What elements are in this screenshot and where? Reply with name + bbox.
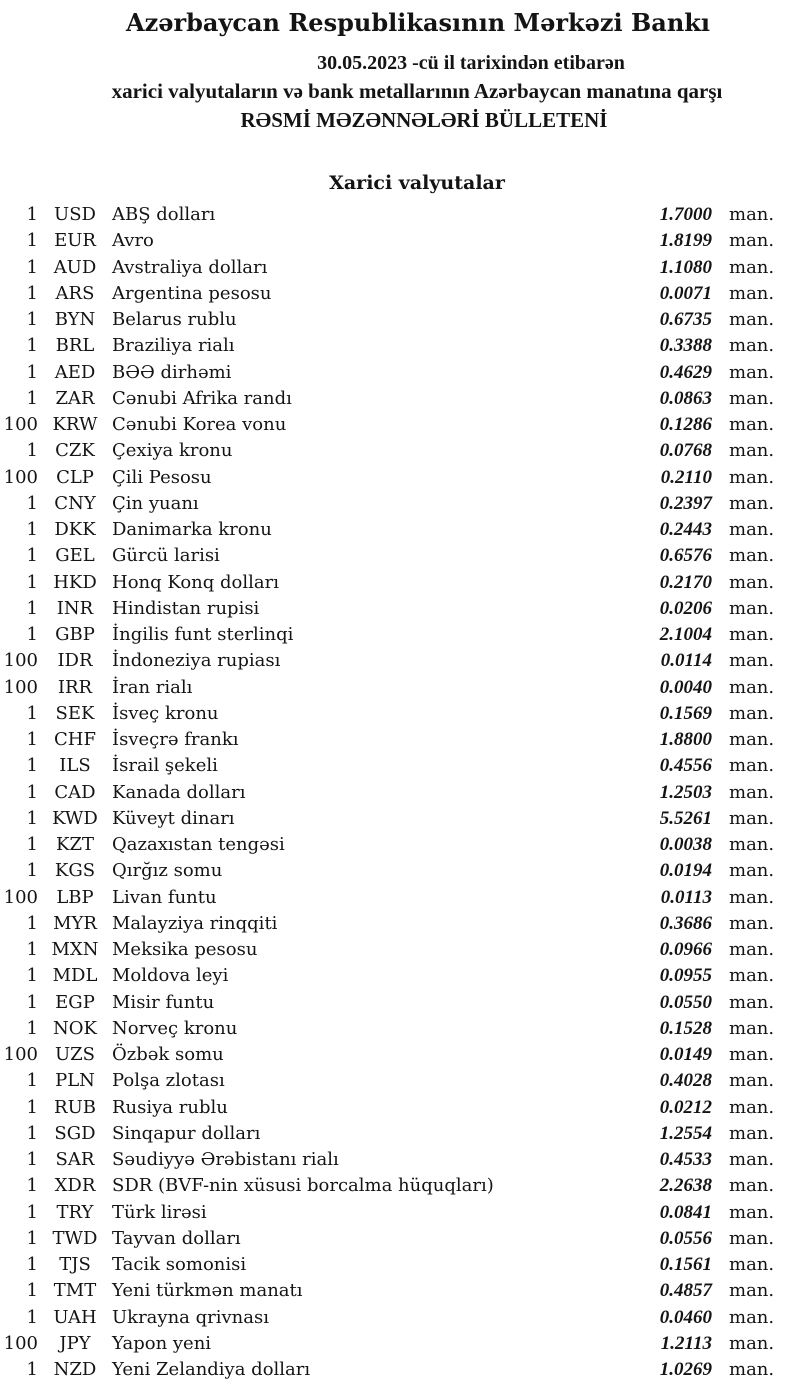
currency-rate: 0.6576 [659,545,712,567]
currency-name: Rusiya rublu [112,1096,228,1118]
currency-unit-label: man. [729,807,775,829]
currency-rate: 0.0113 [660,886,712,908]
currency-name: Cənubi Afrika randı [112,387,292,409]
currency-rate: 1.8800 [659,729,712,750]
currency-quantity: 1 [26,492,38,514]
currency-unit-label: man. [729,282,775,304]
currency-code: TRY [56,1201,94,1223]
currency-rate: 5.5261 [659,807,712,829]
currency-name: Hindistan rupisi [112,597,260,619]
currency-rate: 0.4556 [659,755,712,777]
currency-unit-label: man. [729,519,775,540]
currency-name: Çin yuanı [112,492,199,514]
currency-quantity: 1 [26,256,38,278]
currency-code: DKK [54,519,96,540]
currency-code: PLN [55,1070,95,1092]
currency-rate: 1.2113 [660,1332,712,1354]
currency-code: CAD [54,781,96,803]
currency-unit-label: man. [729,1096,775,1118]
table-row [0,1016,800,1042]
currency-rate: 0.4857 [659,1280,712,1302]
currency-code: KGS [54,860,96,882]
currency-unit-label: man. [729,676,775,698]
currency-name: Argentina pesosu [112,282,272,304]
currency-quantity: 1 [26,1306,38,1328]
currency-rate: 0.0206 [659,597,712,619]
currency-code: CLP [56,466,94,488]
table-row [0,858,800,884]
currency-unit-label: man. [729,834,775,855]
table-row [0,1147,800,1173]
currency-rate: 0.0038 [659,834,712,855]
currency-quantity: 1 [26,860,38,882]
currency-code: JPY [59,1332,91,1354]
table-row [0,438,800,464]
currency-rate: 1.2554 [659,1122,712,1144]
currency-code: TMT [53,1280,97,1302]
table-row [0,780,800,806]
currency-name: Yeni türkmən manatı [112,1280,303,1302]
table-row [0,281,800,307]
currency-rate: 1.2503 [659,781,712,803]
table-row [0,255,800,281]
currency-quantity: 1 [26,1122,38,1144]
currency-name: Avro [112,230,154,252]
currency-quantity: 1 [26,361,38,383]
table-row [0,727,800,753]
table-row [0,990,800,1016]
currency-rate: 0.6735 [659,309,712,330]
currency-name: Moldova leyi [112,965,229,987]
table-row [0,465,800,491]
table-row [0,386,800,412]
currency-unit-label: man. [729,1175,775,1197]
currency-unit-label: man. [729,335,775,357]
currency-quantity: 1 [26,991,38,1013]
currency-unit-label: man. [729,1201,775,1223]
currency-quantity: 1 [26,939,38,960]
currency-code: TWD [52,1227,98,1249]
currency-unit-label: man. [729,597,775,619]
currency-quantity: 1 [26,1017,38,1039]
currency-quantity: 1 [26,755,38,777]
currency-code: RUB [54,1096,96,1118]
currency-code: EUR [54,230,96,252]
currency-name: Küveyt dinarı [112,807,235,829]
currency-name: Çili Pesosu [112,466,212,488]
currency-code: UZS [54,1044,95,1065]
table-row [0,1042,800,1068]
table-row [0,1305,800,1331]
currency-name: Livan funtu [112,886,217,908]
currency-unit-label: man. [729,781,775,803]
currency-rate: 0.0556 [659,1227,712,1249]
currency-rate: 2.1004 [659,624,712,645]
currency-rate: 0.2397 [659,492,712,514]
currency-rate: 0.3686 [659,912,712,934]
currency-quantity: 1 [26,729,38,750]
currency-code: TJS [59,1254,91,1275]
effective-date-line: 30.05.2023 -cü il tarixindən etibarən [317,52,625,74]
currency-unit-label: man. [729,965,775,987]
currency-code: SAR [55,1149,95,1170]
currency-rate: 0.1561 [659,1254,712,1275]
currency-code: SGD [54,1122,96,1144]
currency-quantity: 1 [26,571,38,593]
currency-code: KWD [52,807,98,829]
currency-name: Tayvan dolları [112,1227,241,1249]
currency-quantity: 1 [26,624,38,645]
currency-name: Səudiyyə Ərəbistanı rialı [112,1149,339,1170]
table-row [0,753,800,779]
currency-quantity: 100 [3,466,38,488]
currency-quantity: 1 [26,1359,38,1380]
currency-code: MYR [53,912,97,934]
table-row [0,937,800,963]
currency-name: Yapon yeni [112,1332,212,1354]
currency-unit-label: man. [729,545,775,567]
currency-quantity: 1 [26,1070,38,1092]
currency-name: Qırğız somu [112,860,223,882]
currency-unit-label: man. [729,414,775,435]
currency-unit-label: man. [729,650,775,672]
currency-unit-label: man. [729,939,775,960]
currency-unit-label: man. [729,1254,775,1275]
table-row [0,228,800,254]
currency-rate: 1.7000 [659,204,712,225]
currency-rate: 0.0194 [659,860,712,882]
currency-name: Qazaxıstan tengəsi [112,834,285,855]
currency-rate: 0.0966 [659,939,712,960]
currency-quantity: 1 [26,965,38,987]
currency-quantity: 1 [26,440,38,462]
table-row [0,360,800,386]
currency-code: ZAR [55,387,95,409]
currency-rate: 0.0768 [659,440,712,462]
currency-rate: 0.4533 [659,1149,712,1170]
currency-rate: 0.0550 [659,991,712,1013]
currency-code: BYN [54,309,96,330]
currency-rate: 0.0040 [659,676,712,698]
currency-quantity: 1 [26,807,38,829]
currency-rate: 0.0114 [660,650,712,672]
currency-code: KRW [52,414,98,435]
currency-rate: 0.1569 [659,702,712,724]
currency-name: Gürcü larisi [112,545,220,567]
currency-quantity: 1 [26,309,38,330]
currency-rate: 0.0460 [659,1306,712,1328]
currency-code: USD [54,204,96,225]
currency-name: BƏƏ dirhəmi [112,361,232,383]
currency-rate: 0.3388 [659,335,712,357]
currency-rate: 0.4629 [659,361,712,383]
currency-rate: 1.8199 [659,230,712,252]
currency-quantity: 1 [26,1201,38,1223]
table-row [0,885,800,911]
table-row [0,491,800,517]
currency-unit-label: man. [729,361,775,383]
table-row [0,543,800,569]
currency-quantity: 1 [26,1149,38,1170]
currency-code: ARS [55,282,95,304]
currency-name: Çexiya kronu [112,440,233,462]
currency-unit-label: man. [729,1332,775,1354]
currency-quantity: 1 [26,282,38,304]
currency-rate: 0.1528 [659,1017,712,1039]
table-row [0,1200,800,1226]
currency-unit-label: man. [729,387,775,409]
currency-unit-label: man. [729,1227,775,1249]
currency-rate: 0.2443 [659,519,712,540]
currency-quantity: 1 [26,1254,38,1275]
currency-name: Ukrayna qrivnası [112,1306,269,1328]
currency-code: MXN [51,939,99,960]
currency-name: Türk lirəsi [112,1201,207,1223]
currency-code: HKD [53,571,97,593]
currency-name: SDR (BVF-nin xüsusi borcalma hüquqları) [112,1175,494,1197]
currency-rate: 0.2110 [660,466,712,488]
currency-code: EGP [55,991,95,1013]
currency-unit-label: man. [729,1359,775,1380]
currency-rate: 0.1286 [659,414,712,435]
currency-name: Avstraliya dolları [112,256,268,278]
currency-unit-label: man. [729,912,775,934]
table-row [0,1121,800,1147]
currency-name: Cənubi Korea vonu [112,414,287,435]
table-row [0,333,800,359]
currency-unit-label: man. [729,466,775,488]
currency-name: İsrail şekeli [112,755,218,777]
currency-quantity: 1 [26,834,38,855]
currency-name: İngilis funt sterlinqi [112,624,294,645]
currency-quantity: 1 [26,1096,38,1118]
currency-name: Honq Konq dolları [112,571,279,593]
table-row [0,701,800,727]
table-row [0,202,800,228]
currency-rate: 0.0071 [659,282,712,304]
currency-quantity: 100 [3,886,38,908]
currency-quantity: 1 [26,387,38,409]
table-row [0,1252,800,1278]
table-row [0,517,800,543]
currency-rate: 2.2638 [659,1175,712,1197]
currency-name: Meksika pesosu [112,939,258,960]
currency-rate: 0.0212 [659,1096,712,1118]
currency-name: Sinqapur dolları [112,1122,261,1144]
currency-quantity: 1 [26,519,38,540]
currency-quantity: 100 [3,650,38,672]
table-row [0,832,800,858]
currency-unit-label: man. [729,755,775,777]
currency-unit-label: man. [729,1122,775,1144]
currency-unit-label: man. [729,230,775,252]
currency-quantity: 1 [26,702,38,724]
currency-unit-label: man. [729,1017,775,1039]
currency-code: NZD [53,1359,97,1380]
currency-quantity: 1 [26,781,38,803]
currency-name: ABŞ dolları [112,204,216,225]
currency-unit-label: man. [729,702,775,724]
currency-code: AUD [53,256,97,278]
currency-name: Danimarka kronu [112,519,272,540]
currency-name: Tacik somonisi [112,1254,247,1275]
currency-rates-table [0,202,800,1383]
table-row [0,1068,800,1094]
currency-rate: 1.0269 [659,1359,712,1380]
table-row [0,911,800,937]
currency-code: NOK [53,1017,97,1039]
table-row [0,1226,800,1252]
table-row [0,412,800,438]
currency-rate: 0.0841 [659,1201,712,1223]
currency-unit-label: man. [729,729,775,750]
table-row [0,307,800,333]
currency-unit-label: man. [729,492,775,514]
currency-unit-label: man. [729,991,775,1013]
currency-code: CHF [54,729,96,750]
currency-code: INR [56,597,94,619]
currency-quantity: 1 [26,335,38,357]
currency-quantity: 1 [26,204,38,225]
table-row [0,596,800,622]
currency-code: CZK [55,440,95,462]
currency-code: ILS [59,755,91,777]
currency-quantity: 100 [3,676,38,698]
subtitle-line: xarici valyutaların və bank metallarının Azərbaycan manatına qarşı [111,79,723,103]
currency-name: Misir funtu [112,991,215,1013]
currency-code: UAH [53,1306,97,1328]
currency-code: MDL [52,965,98,987]
currency-unit-label: man. [729,860,775,882]
table-row [0,1331,800,1357]
table-row [0,1357,800,1383]
currency-unit-label: man. [729,1044,775,1065]
currency-unit-label: man. [729,440,775,462]
section-title-foreign-currencies: Xarici valyutalar [329,172,505,194]
currency-unit-label: man. [729,886,775,908]
currency-unit-label: man. [729,1280,775,1302]
currency-code: XDR [54,1175,96,1197]
bulletin-title: RƏSMİ MƏZƏNNƏLƏRİ BÜLLETENİ [240,108,608,132]
currency-quantity: 100 [3,1044,38,1065]
currency-name: İsveçrə frankı [112,729,239,750]
bulletin-header [0,0,800,134]
currency-quantity: 1 [26,1280,38,1302]
currency-unit-label: man. [729,1306,775,1328]
currency-quantity: 1 [26,230,38,252]
currency-name: Yeni Zelandiya dolları [112,1359,311,1380]
currency-code: IRR [57,676,93,698]
table-row [0,1173,800,1199]
currency-quantity: 1 [26,597,38,619]
currency-code: GEL [55,545,95,567]
currency-code: BRL [55,335,95,357]
currency-name: Kanada dolları [112,781,246,803]
currency-code: GBP [55,624,95,645]
currency-name: Belarus rublu [112,309,237,330]
table-row [0,648,800,674]
currency-code: LBP [56,886,94,908]
table-row [0,570,800,596]
currency-name: İsveç kronu [112,702,219,724]
currency-quantity: 100 [3,1332,38,1354]
currency-name: Özbək somu [112,1044,224,1065]
currency-quantity: 1 [26,912,38,934]
currency-rate: 0.2170 [659,571,712,593]
table-row [0,675,800,701]
currency-rate: 0.0955 [659,965,712,987]
currency-unit-label: man. [729,204,775,225]
currency-rate: 1.1080 [659,256,712,278]
currency-quantity: 1 [26,545,38,567]
currency-name: İran rialı [112,676,193,698]
currency-rate: 0.4028 [659,1070,712,1092]
currency-rate: 0.0149 [659,1044,712,1065]
currency-quantity: 1 [26,1227,38,1249]
currency-code: SEK [55,702,95,724]
table-row [0,806,800,832]
table-row [0,1095,800,1121]
currency-code: IDR [57,650,93,672]
currency-name: Polşa zlotası [112,1070,225,1092]
currency-unit-label: man. [729,571,775,593]
currency-code: KZT [56,834,94,855]
currency-quantity: 1 [26,1175,38,1197]
currency-code: AED [54,361,96,383]
currency-unit-label: man. [729,624,775,645]
currency-name: İndoneziya rupiası [112,650,281,672]
bank-title: Azərbaycan Respublikasının Mərkəzi Bankı [125,8,711,37]
currency-name: Malayziya rinqqiti [112,912,278,934]
currency-quantity: 100 [3,414,38,435]
currency-name: Norveç kronu [112,1017,238,1039]
currency-code: CNY [54,492,96,514]
table-row [0,963,800,989]
table-row [0,622,800,648]
currency-name: Braziliya rialı [112,335,235,357]
table-row [0,1278,800,1304]
currency-unit-label: man. [729,309,775,330]
currency-unit-label: man. [729,1070,775,1092]
currency-unit-label: man. [729,1149,775,1170]
currency-unit-label: man. [729,256,775,278]
currency-rate: 0.0863 [659,387,712,409]
